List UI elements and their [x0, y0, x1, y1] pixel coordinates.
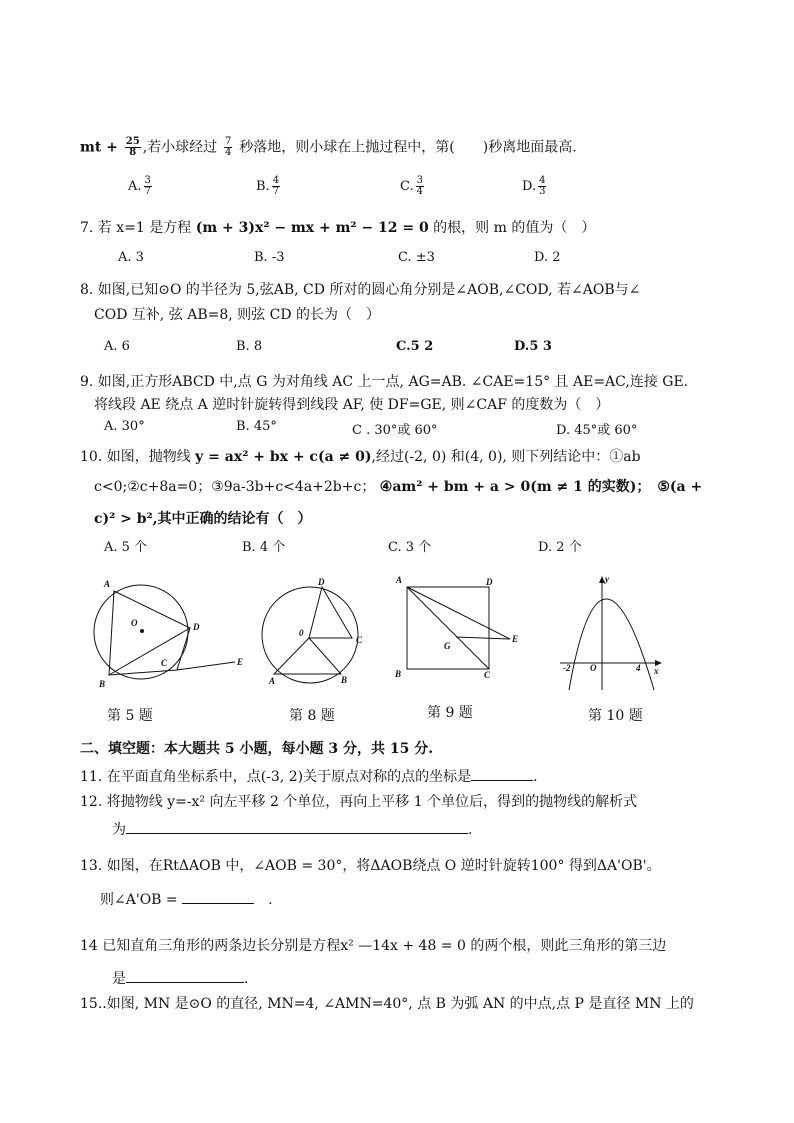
fraction: $\frac{25}{8}$ [125, 136, 140, 158]
fig10-label-y: y [605, 574, 609, 584]
figure-10-diagram [558, 572, 668, 692]
fig9-label-d: D [486, 577, 493, 587]
fig9-segment-ae [407, 587, 510, 639]
caption-fig8: 第 8 题 [289, 708, 335, 724]
q6-option-a: A. $\frac{3}{7}$ [128, 175, 151, 197]
q9-option-b: B. 45° [236, 419, 277, 434]
answer-blank [126, 968, 244, 983]
section-2-heading: 二、填空题：本大题共 5 小题，每小题 3 分，共 15 分. [80, 741, 434, 757]
fig5-label-o: O [131, 618, 138, 628]
figure-9-diagram [390, 572, 535, 682]
q9-option-a: A. 30° [104, 419, 145, 434]
q15-line1: 15..如图, MN 是⊙O 的直径, MN=4, ∠AMN=40°, 点 B 为弧 AN 的中点,点 P 是直径 MN 上的 [80, 996, 694, 1012]
q7-stem: 7. 若 x=1 是方程 (m + 3)x² − mx + m² − 12 = 0 的根，则 m 的值为（ ） [80, 220, 596, 236]
q8-line2: COD 互补, 弦 AB=8, 则弦 CD 的长为（ ） [94, 307, 380, 323]
q14-line2: 是 . [112, 968, 248, 988]
fig10-parabola [569, 599, 654, 690]
q9-option-d: D. 45°或 60° [556, 423, 638, 438]
q10-line1: 10. 如图，抛物线 y = ax² + bx + c(a ≠ 0),经过(-2, 0) 和(4, 0), 则下列结论中：①ab [80, 449, 641, 465]
q8-option-a: A. 6 [104, 339, 130, 354]
fig5-center-dot [140, 629, 144, 633]
fig5-label-e: E [237, 657, 244, 667]
fig8-triangle-cod [309, 587, 352, 638]
fig9-label-a: A [396, 575, 403, 585]
q13-line1: 13. 如图，在RtΔAOB 中，∠AOB = 30°，将ΔAOB绕点 O 逆时针旋转100° 得到ΔA'OB'。 [80, 858, 661, 874]
fig8-triangle-aob [274, 638, 341, 674]
figure-5-diagram [85, 573, 255, 693]
fig8-label-d: D [318, 577, 325, 587]
q9-line2: 将线段 AE 绕点 A 逆时针旋转得到线段 AF, 使 DF=GE, 则∠CAF 的度数为（ ） [94, 397, 610, 413]
q8-option-d: D.5 3 [514, 339, 552, 354]
q6-option-d: D. $\frac{4}{3}$ [522, 175, 546, 197]
fig8-label-a: A [269, 676, 276, 686]
fig5-label-b: B [99, 679, 106, 689]
fig8-label-b: B [341, 675, 348, 685]
fig10-label-4: 4 [636, 663, 641, 673]
q6-option-c: C. $\frac{3}{4}$ [400, 175, 423, 197]
fig5-label-d: D [193, 622, 200, 632]
caption-fig9: 第 9 题 [427, 705, 473, 721]
fig9-diagonal-ac [407, 587, 489, 669]
q7-option-c: C. ±3 [398, 250, 435, 265]
q7-option-a: A. 3 [118, 250, 144, 265]
fig10-label-neg2: -2 [563, 663, 571, 673]
answer-blank [182, 889, 254, 904]
fig9-label-e: E [512, 634, 519, 644]
fig5-label-a: A [104, 579, 111, 589]
q7-option-d: D. 2 [534, 250, 561, 265]
q9-line1: 9. 如图,正方形ABCD 中,点 G 为对角线 AC 上一点, AG=AB. ∠CAE=15° 且 AE=AC,连接 GE. [80, 374, 689, 390]
q7-option-b: B. -3 [254, 250, 285, 265]
q8-option-c: C.5 2 [396, 339, 434, 354]
fig5-label-c: C [161, 658, 168, 668]
q10-line3: c)² > b²,其中正确的结论有（ ） [94, 511, 312, 527]
fig9-label-c: C [484, 670, 491, 680]
q10-option-b: B. 4 个 [242, 540, 286, 555]
fig9-segment-ge [456, 637, 510, 639]
q10-line2: c<0;②c+8a=0；③9a-3b+c<4a+2b+c； ④am² + bm + a > 0(m ≠ 1 的实数)； ⑤(a + [94, 479, 703, 495]
q6-option-b: B. $\frac{4}{7}$ [256, 175, 280, 197]
fig9-label-b: B [395, 669, 402, 679]
q12-line1: 12. 将抛物线 y=-x² 向左平移 2 个单位，再向上平移 1 个单位后，得到的抛物线的解析式 [80, 794, 638, 810]
q12-line2: 为 . [112, 819, 472, 839]
q6-stem: mt + $\frac{25}{8}$ ,若小球经过 $\frac{7}{4}$ 秒落地，则小球在上抛过程中，第( )秒离地面最高. [80, 136, 577, 158]
q10-option-c: C. 3 个 [388, 540, 432, 555]
answer-blank [126, 819, 468, 834]
q9-option-c: C . 30°或 60° [352, 423, 438, 438]
fig10-label-origin: O [590, 663, 597, 673]
figure-8-diagram [255, 575, 375, 690]
q8-line1: 8. 如图,已知⊙O 的半径为 5,弦AB, CD 所对的圆心角分别是∠AOB,∠COD, 若∠AOB与∠ [80, 282, 641, 298]
caption-fig10: 第 10 题 [588, 708, 643, 724]
q13-line2: 则∠A'OB = . [100, 889, 273, 909]
q14-line1: 14 已知直角三角形的两条边长分别是方程x² —14x + 48 = 0 的两个根，则此三角形的第三边 [80, 938, 667, 954]
fraction: $\frac{7}{4}$ [225, 136, 232, 158]
q8-option-b: B. 8 [236, 339, 263, 354]
fig8-label-c: C [356, 635, 363, 645]
q11: 11. 在平面直角坐标系中，点(-3, 2)关于原点对称的点的坐标是 . [80, 766, 538, 786]
caption-fig5: 第 5 题 [107, 708, 153, 724]
fig10-label-x: x [654, 666, 659, 676]
fig9-label-g: G [444, 641, 451, 651]
q10-option-a: A. 5 个 [104, 540, 148, 555]
answer-blank [471, 766, 533, 781]
fig5-extension [177, 662, 235, 670]
q10-option-d: D. 2 个 [538, 540, 582, 555]
fig8-label-o: 0 [299, 628, 304, 638]
